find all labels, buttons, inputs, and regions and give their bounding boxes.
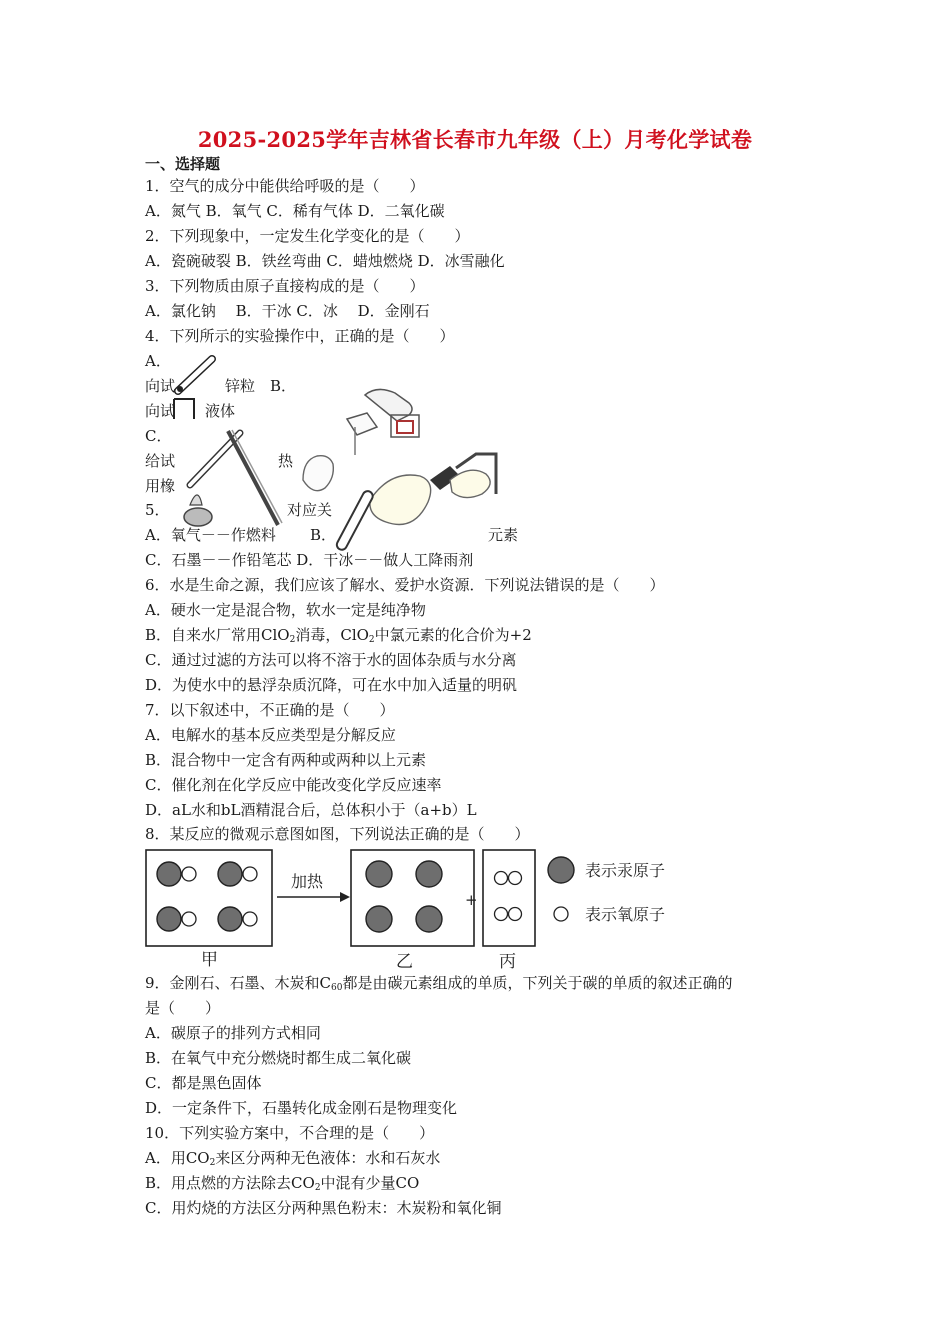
box-bing [483,850,535,946]
subscript: 2 [368,635,375,645]
box-yi-label: 乙 [396,952,413,969]
q10b-text: 中混有少量CO [320,1174,420,1192]
arrow-label: 加热 [291,872,324,891]
question-6: 6．水是生命之源，我们应该了解水、爱护水资源．下列说法错误的是（ ） [145,576,665,594]
question-4: 4．下列所示的实验操作中，正确的是（ ） [145,327,455,345]
q6b-text: B．自来水厂常用ClO [145,626,290,644]
question-1-options: A．氮气 B．氧气 C．稀有气体 D．二氧化碳 [145,202,445,220]
question-7: 7．以下叙述中，不正确的是（ ） [145,701,395,719]
plus-sign: + [465,891,478,909]
q6-option-d: D．为使水中的悬浮杂质沉降，可在水中加入适量的明矾 [145,676,518,694]
test-tube-zinc-image [168,355,220,425]
q9-option-b: B．在氧气中充分燃烧时都生成二氧化碳 [145,1049,412,1067]
q7-option-c: C．催化剂在化学反应中能改变化学反应速率 [145,776,442,794]
q4-text-fragment: 用橡 [145,477,176,495]
subscript: 2 [289,635,296,645]
rubber-stopper-tube-image [330,440,505,555]
q9-text: 都是由碳元素组成的单质，下列关于碳的单质的叙述正确的 [342,974,733,992]
q7-option-b: B．混合物中一定含有两种或两种以上元素 [145,751,427,769]
subscript: 60 [331,983,343,993]
legend-o-atom [554,907,568,921]
question-9 [145,973,733,998]
q6b-text: 消毒，ClO [295,626,369,644]
q4-text-fragment: 锌粒 B． [225,377,297,395]
q4-text-fragment: 液体 [205,402,236,420]
q9-option-a: A．碳原子的排列方式相同 [145,1024,321,1042]
q7-option-d: D．aL水和bL酒精混合后，总体积小于（a+b）L [145,801,477,819]
q7-option-a: A．电解水的基本反应类型是分解反应 [145,726,396,744]
q5-text-fragment: 元素 [488,526,519,544]
q9-text: 9．金刚石、石墨、木炭和C [145,974,332,992]
q10a-text: 来区分两种无色液体：水和石灰水 [215,1149,441,1167]
question-9-cont: 是（ ） [145,999,221,1017]
q10-option-b [145,1173,419,1198]
question-5: 5． [145,501,170,519]
question-10: 10．下列实验方案中，不合理的是（ ） [145,1124,435,1142]
section-heading: 一、选择题 [145,155,221,173]
box-bing-label: 丙 [499,952,516,969]
reaction-diagram [143,847,673,969]
q5-option-b: B． [310,526,337,544]
heating-liquid-image [170,425,285,530]
exam-title: 2025-2025学年吉林省长春市九年级（上）月考化学试卷 [197,127,753,152]
q10b-text: B．用点燃的方法除去CO [145,1174,315,1192]
question-3-options: A．氯化钠 B．干冰 C．冰 D．金刚石 [145,302,430,320]
box-jia-label: 甲 [201,950,218,969]
question-2-options: A．瓷碗破裂 B．铁丝弯曲 C．蜡烛燃烧 D．冰雪融化 [145,252,505,270]
q5-options-cd: C．石墨－－作铅笔芯 D．干冰－－做人工降雨剂 [145,551,474,569]
q6-option-a: A．硬水一定是混合物，软水一定是纯净物 [145,601,426,619]
q4-text-fragment: 向试 [145,377,176,395]
legend-hg-atom [548,857,574,883]
q6-option-c: C．通过过滤的方法可以将不溶于水的固体杂质与水分离 [145,651,517,669]
q10-option-c: C．用灼烧的方法区分两种黑色粉末：木炭粉和氧化铜 [145,1199,502,1217]
q9-option-c: C．都是黑色固体 [145,1074,262,1092]
question-2: 2．下列现象中，一定发生化学变化的是（ ） [145,227,470,245]
q4-text-fragment: 向试 [145,402,176,420]
legend-hg-label: 表示汞原子 [585,861,666,880]
q6b-text: 中氯元素的化合价为+2 [374,626,532,644]
q4-option-c: C． [145,427,172,445]
q4-text-fragment: 给试 [145,452,176,470]
q5-text-fragment: 对应关 [287,501,333,519]
q10a-text: A．用CO [145,1149,210,1167]
q6-option-b [145,625,532,650]
question-1: 1．空气的成分中能供给呼吸的是（ ） [145,177,425,195]
subscript: 2 [314,1183,321,1193]
legend-o-label: 表示氧原子 [585,905,666,924]
q9-option-d: D．一定条件下，石墨转化成金刚石是物理变化 [145,1099,458,1117]
subscript: 2 [209,1158,216,1168]
question-8: 8．某反应的微观示意图如图，下列说法正确的是（ ） [145,825,530,843]
question-3: 3．下列物质由原子直接构成的是（ ） [145,277,425,295]
q10-option-a [145,1148,440,1173]
q5-option-a: A．氧气－－作燃料 [145,526,276,544]
q4-option-a: A． [145,352,171,370]
q4-text-fragment: 热 [278,452,294,470]
